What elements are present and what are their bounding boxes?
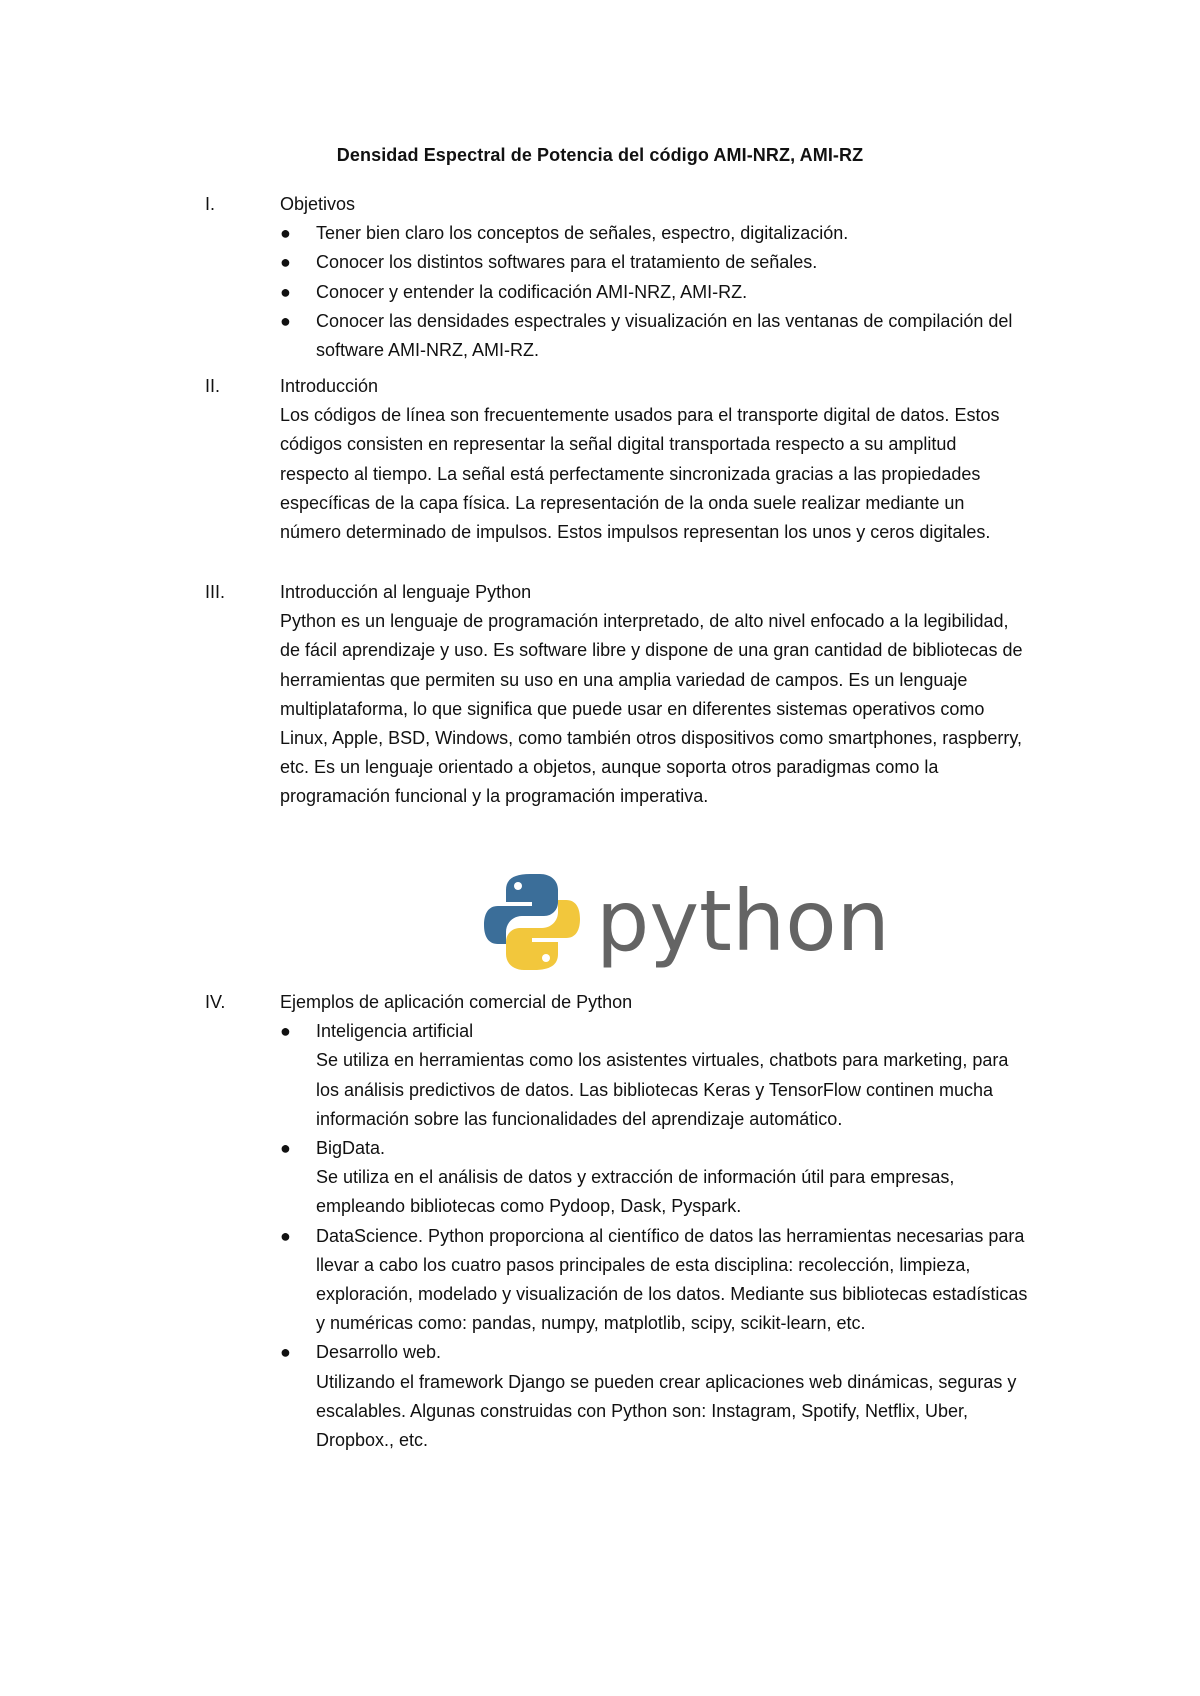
bullet-icon: ● — [280, 281, 291, 302]
objectives-list — [280, 219, 1030, 365]
list-item — [280, 1338, 1030, 1455]
list-item — [280, 278, 1030, 307]
python-wordmark: python — [596, 872, 890, 970]
list-item-title: Inteligencia artificial — [316, 1021, 474, 1042]
list-item-text: Conocer los distintos softwares para el tratamiento de señales. — [316, 252, 818, 273]
section-heading: Ejemplos de aplicación comercial de Python — [280, 992, 633, 1012]
list-item-text: Se utiliza en herramientas como los asistentes virtuales, chatbots para marketing, para los análisis predictivos de datos. Las bibliotecas Keras y TensorFlow continen mucha información sobre las funcionalidades del aprendizaje automático. — [316, 1050, 1009, 1129]
list-item-title: BigData. — [316, 1138, 386, 1159]
list-item-title: Desarrollo web. — [316, 1342, 442, 1363]
section-paragraph: Los códigos de línea son frecuentemente usados para el transporte digital de datos. Estos códigos consisten en representar la señal digital transportada respecto a su amplitud respecto al tiempo. La señal está perfectamente sincronizada gracias a las propiedades específicas de la capa física. La representación de la onda suele realizar mediante un número determinado de impulsos. Estos impulsos representan los unos y ceros digitales. — [280, 405, 1000, 543]
bullet-icon: ● — [280, 1342, 291, 1363]
list-item — [280, 1134, 1030, 1222]
section-body — [280, 190, 1030, 365]
list-item-text: Utilizando el framework Django se pueden crear aplicaciones web dinámicas, seguras y escalables. Algunas construidas con Python son: Instagram, Spotify, Netflix, Uber, Dropbox., etc. — [316, 1371, 1017, 1451]
python-snake-icon — [484, 874, 580, 970]
section-heading: Introducción — [280, 376, 379, 396]
bullet-icon: ● — [280, 310, 291, 331]
list-item — [280, 219, 1030, 248]
python-logo — [484, 870, 890, 974]
python-snake-yellow-eye — [542, 954, 550, 962]
section-body — [280, 578, 1030, 812]
list-item — [280, 248, 1030, 277]
section-paragraph: Python es un lenguaje de programación interpretado, de alto nivel enfocado a la legibilidad, de fácil aprendizaje y uso. Es software libre y dispone de una gran cantidad de bibliotecas de herramientas que permiten su uso en una amplia variedad de campos. Es un lenguaje multiplataforma, lo que significa que puede usar en diferentes sistemas operativos como Linux, Apple, BSD, Windows, como también otros dispositivos como smartphones, raspberry, etc. Es un lenguaje orientado a objetos, aunque soporta otros paradigmas como la programación funcional y la programación imperativa. — [280, 611, 1023, 807]
list-item-text: Conocer y entender la codificación AMI-NRZ, AMI-RZ. — [316, 281, 748, 302]
list-item — [280, 1017, 1030, 1134]
list-item-text: Tener bien claro los conceptos de señales, espectro, digitalización. — [316, 223, 849, 244]
section-body — [280, 372, 1030, 547]
section-number: IV. — [205, 992, 226, 1012]
list-item-text: Se utiliza en el análisis de datos y extracción de información útil para empresas, empleando bibliotecas como Pydoop, Dask, Pyspark. — [316, 1167, 955, 1217]
list-item-text: Conocer las densidades espectrales y visualización en las ventanas de compilación del software AMI-NRZ, AMI-RZ. — [316, 310, 1013, 361]
bullet-icon: ● — [280, 1138, 291, 1159]
section-heading: Introducción al lenguaje Python — [280, 582, 532, 602]
bullet-icon: ● — [280, 1021, 291, 1042]
list-item — [280, 307, 1030, 365]
python-snake-blue-eye — [514, 882, 522, 890]
section-body — [280, 988, 1030, 1455]
document-title: Densidad Espectral de Potencia del código AMI-NRZ, AMI-RZ — [336, 145, 864, 165]
section-heading: Objetivos — [280, 194, 356, 214]
bullet-icon: ● — [280, 223, 291, 244]
list-item-title: DataScience. Python proporciona al científico de datos las herramientas necesarias para llevar a cabo los cuatro pasos principales de esta disciplina: recolección, limpieza, exploración, modelado y visualización de los datos. Mediante sus bibliotecas estadísticas y numéricas como: pandas, numpy, matplotlib, scipy, scikit-learn, etc. — [316, 1225, 1028, 1334]
list-item — [280, 1222, 1030, 1339]
section-number: I. — [205, 194, 216, 214]
examples-list — [280, 1017, 1030, 1455]
bullet-icon: ● — [280, 1225, 291, 1246]
section-number: III. — [205, 582, 226, 602]
section-number: II. — [205, 376, 221, 396]
bullet-icon: ● — [280, 252, 291, 273]
